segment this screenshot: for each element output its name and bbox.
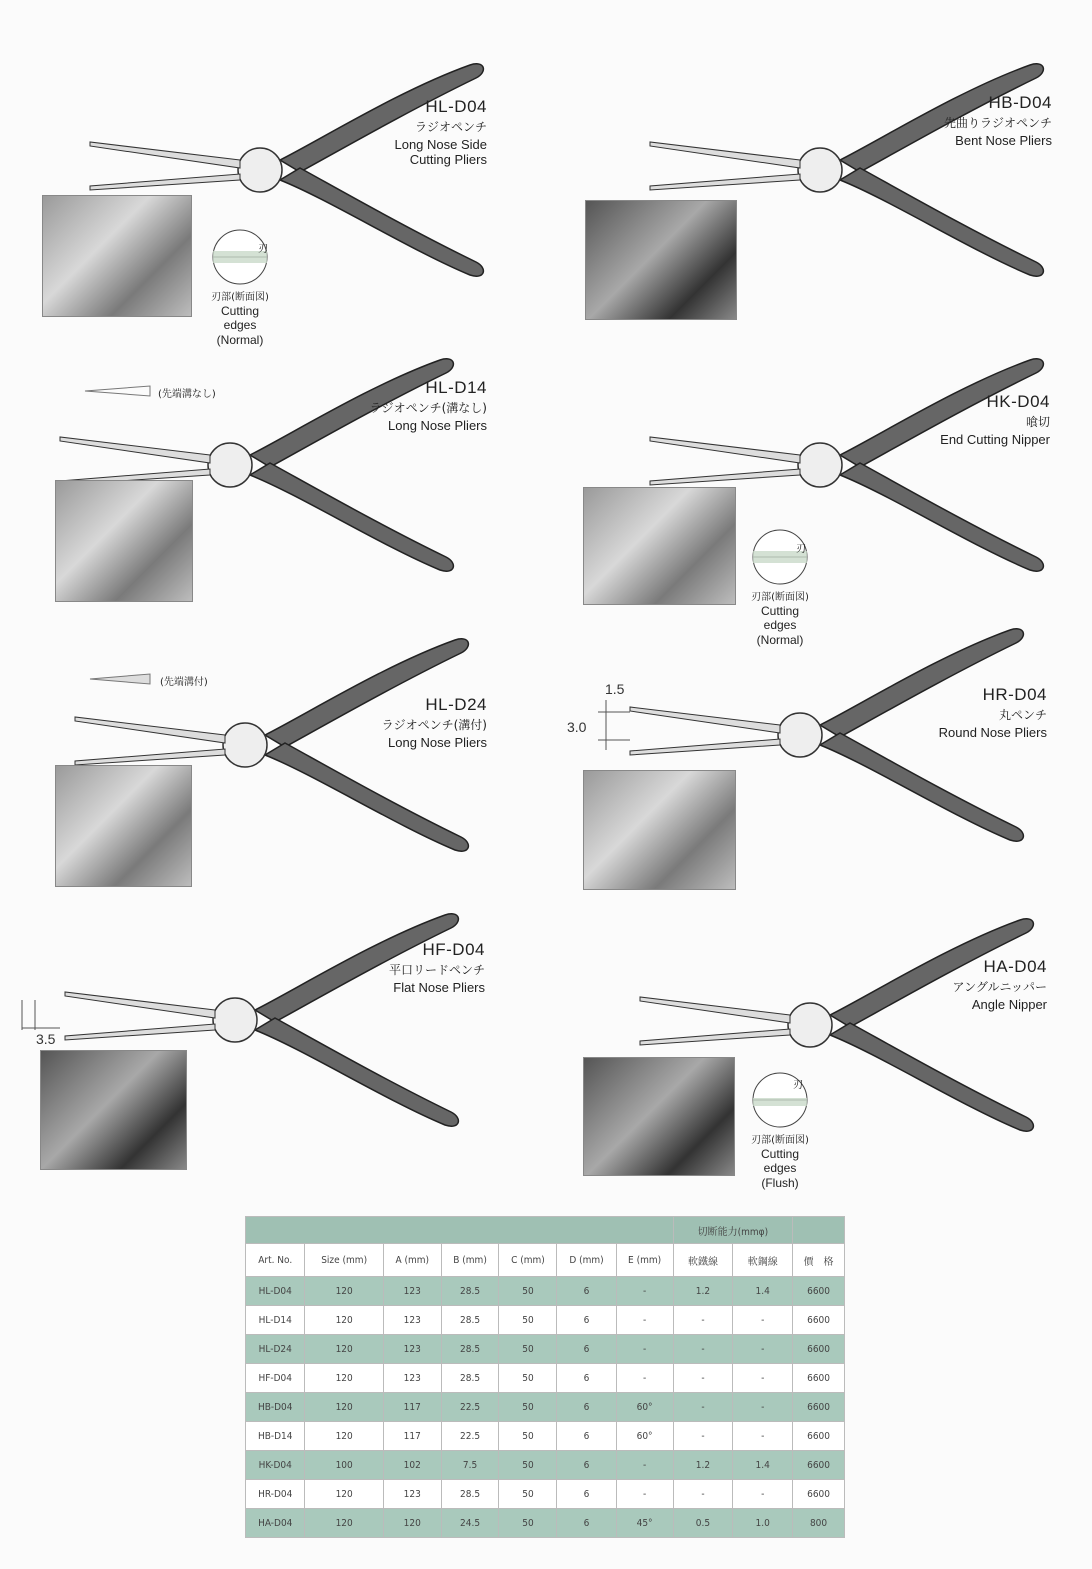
table-cell: 6600 [793, 1393, 845, 1422]
table-row [246, 1509, 845, 1538]
column-header: E (mm) [616, 1244, 673, 1277]
table-cell: 6600 [793, 1277, 845, 1306]
table-cell: 123 [383, 1306, 441, 1335]
product-code: HB-D04 [988, 93, 1052, 112]
product-name-en: Long Nose Pliers [388, 417, 487, 433]
table-cell: 1.4 [733, 1451, 793, 1480]
table-cell: 28.5 [441, 1306, 499, 1335]
photo-hk-d04 [583, 487, 736, 605]
table-header-row [246, 1244, 845, 1277]
table-cell: - [616, 1306, 673, 1335]
cutting-edge-caption [745, 592, 815, 647]
table-cell: 0.5 [673, 1509, 733, 1538]
column-header: 價 格 [793, 1244, 845, 1277]
table-cell: 120 [305, 1393, 383, 1422]
cross-section-icon [753, 530, 807, 584]
product-name-en: Bent Nose Pliers [955, 132, 1052, 148]
table-cell: 1.2 [673, 1451, 733, 1480]
product-name-jp: 丸ペンチ [998, 708, 1047, 723]
dimension-hr-side: 3.0 [567, 719, 587, 735]
table-cell: - [733, 1393, 793, 1422]
table-cell: HL-D14 [246, 1306, 305, 1335]
photo-hl-d24 [55, 765, 192, 887]
table-row [246, 1277, 845, 1306]
dimension-hf-bottom: 3.5 [36, 1031, 56, 1047]
product-name-en: Round Nose Pliers [938, 724, 1047, 740]
table-row [246, 1335, 845, 1364]
table-cell: HF-D04 [246, 1364, 305, 1393]
cutting-edge-caption [745, 1135, 815, 1190]
table-cell: 1.2 [673, 1277, 733, 1306]
product-name-jp: ラジオペンチ(溝なし) [369, 401, 487, 416]
tip-note-groove: (先端溝付) [160, 677, 208, 688]
product-code: HK-D04 [986, 392, 1050, 411]
table-cell: - [673, 1393, 733, 1422]
table-cell: 6 [557, 1451, 616, 1480]
table-cell: 45° [616, 1509, 673, 1538]
product-name-jp: 先曲りラジオペンチ [943, 116, 1052, 131]
table-cell: 28.5 [441, 1480, 499, 1509]
table-cell: 50 [499, 1335, 557, 1364]
photo-hr-d04 [583, 770, 736, 890]
table-row [246, 1306, 845, 1335]
table-cell: 1.0 [733, 1509, 793, 1538]
table-cell: HR-D04 [246, 1480, 305, 1509]
table-cell: - [616, 1480, 673, 1509]
product-name-en: Angle Nipper [971, 996, 1047, 1012]
table-cell: 6 [557, 1306, 616, 1335]
table-blank-header [793, 1217, 845, 1244]
table-cell: 120 [305, 1364, 383, 1393]
product-label-hl-d04 [287, 97, 487, 168]
product-name-en: Long Nose Pliers [388, 734, 487, 750]
cutting-edge-jp: 刃部(断面図) [751, 592, 809, 603]
table-cell: 117 [383, 1422, 441, 1451]
product-name-jp: ラジオペンチ(溝付) [381, 718, 487, 733]
table-cell: - [616, 1335, 673, 1364]
tip-outline-groove [90, 674, 150, 684]
product-code: HR-D04 [982, 685, 1047, 704]
table-cell: - [673, 1306, 733, 1335]
product-name-jp: アングルニッパー [952, 980, 1047, 995]
photo-hb-d04 [585, 200, 737, 320]
table-cell: 123 [383, 1335, 441, 1364]
dimension-lines-hr [598, 700, 630, 750]
table-cell: 123 [383, 1277, 441, 1306]
table-cell: - [733, 1364, 793, 1393]
table-cell: 120 [383, 1509, 441, 1538]
product-label-ha-d04 [847, 957, 1047, 1012]
product-label-hb-d04 [852, 93, 1052, 148]
table-cell: - [616, 1451, 673, 1480]
cutting-edge-jp: 刃部(断面図) [751, 1135, 809, 1146]
table-cell: - [673, 1422, 733, 1451]
table-cell: 120 [305, 1480, 383, 1509]
table-cell: 50 [499, 1422, 557, 1451]
table-cell: 6600 [793, 1335, 845, 1364]
table-cell: 50 [499, 1364, 557, 1393]
table-cell: - [733, 1306, 793, 1335]
cutting-edge-jp: 刃部(断面図) [211, 292, 269, 303]
product-name-jp: 平口リードペンチ [388, 963, 485, 978]
table-cell: 120 [305, 1509, 383, 1538]
blade-mark: 刃 [258, 244, 268, 255]
table-cell: 6 [557, 1335, 616, 1364]
table-row [246, 1480, 845, 1509]
table-cell: - [673, 1364, 733, 1393]
cutting-edge-text: Cutting edges (Normal) [216, 304, 264, 347]
table-cell: 6 [557, 1277, 616, 1306]
table-cell: 50 [499, 1393, 557, 1422]
table-cell: - [733, 1422, 793, 1451]
product-name-jp: 喰切 [1025, 415, 1050, 430]
table-cell: 28.5 [441, 1335, 499, 1364]
product-name-jp: ラジオペンチ [414, 120, 487, 135]
table-cell: 6 [557, 1509, 616, 1538]
table-cell: 100 [305, 1451, 383, 1480]
table-row [246, 1364, 845, 1393]
product-code: HF-D04 [422, 940, 485, 959]
photo-hl-d14 [55, 480, 193, 602]
column-header: A (mm) [383, 1244, 441, 1277]
table-row [246, 1422, 845, 1451]
cross-section-icon [213, 230, 267, 284]
column-header: 軟鋼線 [733, 1244, 793, 1277]
product-label-hr-d04 [847, 685, 1047, 740]
table-cell: - [733, 1335, 793, 1364]
table-cell: 6600 [793, 1422, 845, 1451]
table-cell: 60° [616, 1393, 673, 1422]
blade-mark: 刃 [793, 1080, 803, 1091]
table-cell: HK-D04 [246, 1451, 305, 1480]
table-cell: HB-D04 [246, 1393, 305, 1422]
photo-ha-d04 [583, 1057, 735, 1176]
table-cell: 22.5 [441, 1393, 499, 1422]
table-cell: 50 [499, 1480, 557, 1509]
table-cell: 6600 [793, 1306, 845, 1335]
product-code: HL-D24 [425, 695, 487, 714]
product-label-hl-d24 [287, 695, 487, 750]
product-name-en: End Cutting Nipper [940, 431, 1050, 447]
table-cell: 120 [305, 1335, 383, 1364]
table-cell: 800 [793, 1509, 845, 1538]
table-cell: 6 [557, 1480, 616, 1509]
table-cell: - [616, 1277, 673, 1306]
table-cell: 117 [383, 1393, 441, 1422]
cutting-edge-text: Cutting edges (Flush) [760, 1147, 800, 1190]
table-cell: 50 [499, 1509, 557, 1538]
column-header: B (mm) [441, 1244, 499, 1277]
table-cell: 6 [557, 1364, 616, 1393]
table-cell: 24.5 [441, 1509, 499, 1538]
spec-table [245, 1216, 845, 1538]
table-cell: 1.4 [733, 1277, 793, 1306]
table-cell: 7.5 [441, 1451, 499, 1480]
table-cell: 6600 [793, 1451, 845, 1480]
product-code: HL-D14 [425, 378, 487, 397]
column-header: Size (mm) [305, 1244, 383, 1277]
table-cell: - [673, 1335, 733, 1364]
column-header: D (mm) [557, 1244, 616, 1277]
table-group-header-row [246, 1217, 845, 1244]
dimension-lines-hf [22, 1000, 60, 1030]
table-cell: 120 [305, 1277, 383, 1306]
table-cell: HL-D04 [246, 1277, 305, 1306]
table-cell: HA-D04 [246, 1509, 305, 1538]
tip-note-no-groove: (先端溝なし) [158, 389, 216, 400]
table-cell: 102 [383, 1451, 441, 1480]
product-label-hk-d04 [850, 392, 1050, 447]
product-label-hf-d04 [285, 940, 485, 995]
photo-hl-d04 [42, 195, 192, 317]
column-header: Art. No. [246, 1244, 305, 1277]
table-row [246, 1451, 845, 1480]
cutting-edge-caption [205, 292, 275, 347]
table-cell: 120 [305, 1422, 383, 1451]
table-group-header: 切断能力(mmφ) [673, 1217, 793, 1244]
product-code: HL-D04 [425, 97, 487, 116]
column-header: C (mm) [499, 1244, 557, 1277]
table-cell: 120 [305, 1306, 383, 1335]
column-header: 軟鐵線 [673, 1244, 733, 1277]
table-cell: 6 [557, 1393, 616, 1422]
product-name-en: Long Nose Side Cutting Pliers [394, 136, 487, 168]
table-cell: 28.5 [441, 1364, 499, 1393]
table-cell: 6 [557, 1422, 616, 1451]
table-cell: 28.5 [441, 1277, 499, 1306]
table-blank-header [246, 1217, 674, 1244]
product-label-hl-d14 [287, 378, 487, 433]
table-cell: 6600 [793, 1480, 845, 1509]
table-cell: 123 [383, 1480, 441, 1509]
table-row [246, 1393, 845, 1422]
product-code: HA-D04 [983, 957, 1047, 976]
table-cell: 50 [499, 1451, 557, 1480]
cutting-edge-text: Cutting edges (Normal) [756, 604, 804, 647]
table-cell: 60° [616, 1422, 673, 1451]
product-name-en: Flat Nose Pliers [393, 979, 485, 995]
table-cell: - [673, 1480, 733, 1509]
blade-mark: 刃 [796, 544, 806, 555]
table-cell: 123 [383, 1364, 441, 1393]
table-cell: 6600 [793, 1364, 845, 1393]
table-cell: - [733, 1480, 793, 1509]
table-cell: HB-D14 [246, 1422, 305, 1451]
table-cell: 50 [499, 1306, 557, 1335]
tip-outline-no-groove [85, 386, 150, 396]
table-cell: 50 [499, 1277, 557, 1306]
photo-hf-d04 [40, 1050, 187, 1170]
table-cell: HL-D24 [246, 1335, 305, 1364]
dimension-hr-top: 1.5 [605, 681, 625, 697]
table-cell: - [616, 1364, 673, 1393]
table-cell: 22.5 [441, 1422, 499, 1451]
